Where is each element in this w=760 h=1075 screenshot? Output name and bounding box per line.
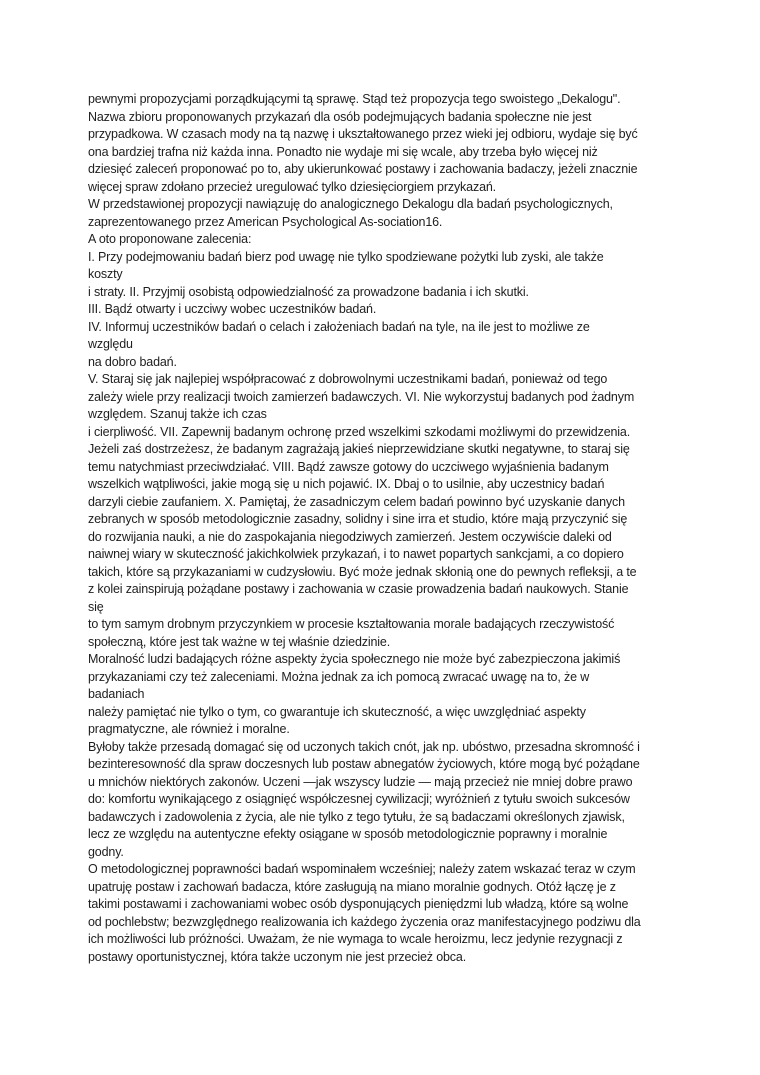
text-line: bezinteresowność dla spraw doczesnych lub postaw abnegatów życiowych, które mogą być pożądane — [88, 757, 640, 771]
text-line: ich możliwości lub próżności. Uważam, że nie wymaga to wcale heroizmu, lecz jedynie rezygnacji z — [88, 932, 623, 946]
text-line: na dobro badań. — [88, 354, 177, 369]
text-line: darzyli ciebie zaufaniem. X. Pamiętaj, że zasadniczym celem badań powinno być uzyskanie danych — [88, 494, 625, 509]
text-line: pewnymi propozycjami porządkującymi tą sprawę. Stąd też propozycja tego swoistego „Dekalogu". — [88, 92, 621, 106]
text-line: Moralność ludzi badających różne aspekty życia społecznego nie może być zabezpieczona jakimiś — [88, 652, 621, 666]
text-line: I. Przy podejmowaniu badań bierz pod uwagę nie tylko spodziewane pożytki lub zyski, ale także — [88, 249, 604, 264]
text-line: to tym samym drobnym przyczynkiem w procesie kształtowania morale badających rzeczywistość — [88, 617, 615, 631]
text-line: III. Bądź otwarty i uczciwy wobec uczestników badań. — [88, 302, 377, 316]
text-line: do: komfortu wynikającego z osiągnięć współczesnej cywilizacji; wyróżnień z tytułu swoich sukcesów — [88, 792, 630, 806]
text-line: względu — [88, 337, 133, 351]
text-line: temu natychmiast przeciwdziałać. VIII. Bądź zawsze gotowy do uczciwego wyjaśnienia badanym — [88, 459, 609, 474]
text-line: W przedstawionej propozycji nawiązuję do analogicznego Dekalogu dla badań psychologicznych, — [88, 197, 613, 211]
text-line: lecz ze względu na autentyczne efekty osiągane w sposób metodologicznie poprawny i moralnie — [88, 827, 608, 841]
text-line: się — [88, 599, 104, 614]
text-line: do rozwijania nauki, a nie do zaspokajania niegodziwych zamierzeń. Jestem oczywiście daleki od — [88, 529, 612, 544]
text-line: względem. Szanuj także ich czas — [88, 407, 267, 421]
text-line: godny. — [88, 844, 124, 859]
text-line: takich, które są przykazaniami w cudzysłowiu. Być może jednak skłonią one do pewnych refleksji, a te — [88, 564, 637, 579]
text-line: postawy oportunistycznej, która także uczonym nie jest przecież obca. — [88, 949, 467, 964]
text-line: od pochlebstw; bezwzględnego realizowania ich każdego życzenia oraz manifestacyjnego podziwu dla — [88, 914, 641, 929]
text-line: należy pamiętać nie tylko o tym, co gwarantuje ich skuteczność, a więc uwzględniać aspekty — [88, 704, 586, 719]
text-line: z kolei zainspirują pożądane postawy i zachowania w czasie prowadzenia badań naukowych. Stanie — [88, 582, 629, 596]
text-line: zebranych w sposób metodologicznie zasadny, solidny i sine irra et studio, które mają przyczynić się — [88, 512, 628, 526]
text-line: IV. Informuj uczestników badań o celach i założeniach badań na tyle, na ile jest to możliwe ze — [88, 319, 590, 334]
text-line: upatruję postaw i zachowań badacza, które zasługują na miano moralnie godnych. Otóż łączę je z — [88, 879, 616, 894]
text-line: społeczną, które jest tak ważne w tej właśnie dziedzinie. — [88, 634, 391, 649]
text-line: Byłoby także przesadą domagać się od uczonych takich cnót, jak np. ubóstwo, przesadna skromność i — [88, 739, 640, 754]
text-line: dziesięć zaleceń proponować po to, aby ukierunkować postawy i zachowania badaczy, jeżeli znacznie — [88, 162, 638, 176]
text-line: zależy wiele przy realizacji twoich zamierzeń badawczych. VI. Nie wykorzystuj badanych pod żadnym — [88, 389, 635, 404]
text-line: V. Staraj się jak najlepiej współpracować z dobrowolnymi uczestnikami badań, ponieważ od tego — [88, 372, 608, 386]
text-line: badawczych i zadowolenia z życia, ale nie tylko z tego tytułu, że są badaczami określonych zjawisk, — [88, 809, 625, 824]
text-line: i cierpliwość. VII. Zapewnij badanym ochronę przed wszelkimi szkodami możliwymi do przewidzenia. — [88, 424, 631, 439]
text-line: i straty. II. Przyjmij osobistą odpowiedzialność za prowadzone badania i ich skutki. — [88, 284, 529, 299]
text-line: takimi postawami i zachowaniami wobec osób dysponujących pieniędzmi lub władzą, które są wolne — [88, 897, 629, 911]
text-line: u mnichów niektórych zakonów. Uczeni —jak wszyscy ludzie — mają przecież nie mniej dobre prawo — [88, 774, 633, 789]
text-line: O metodologicznej poprawności badań wspominałem wcześniej; należy zatem wskazać teraz w czym — [88, 862, 636, 876]
text-line: badaniach — [88, 687, 145, 701]
text-line: pragmatyczne, ale również i moralne. — [88, 722, 290, 736]
text-line: Jeżeli zaś dostrzeżesz, że badanym zagrażają jakieś nieprzewidziane skutki negatywne, to staraj się — [88, 442, 630, 456]
text-line: koszty — [88, 267, 123, 281]
text-line: przykazaniami czy też zaleceniami. Można jednak za ich pomocą zwracać uwagę na to, że w — [88, 669, 590, 684]
page-text-block — [88, 91, 676, 966]
text-line: naiwnej wiary w skuteczność jakichkolwiek przykazań, i to nawet popartych sankcjami, a co dopiero — [88, 547, 624, 561]
text-line: Nazwa zbioru proponowanych przykazań dla osób podejmujących badania społeczne nie jest — [88, 109, 592, 124]
text-line: wszelkich wątpliwości, jakie mogą się u nich pojawić. IX. Dbaj o to usilnie, aby uczestnicy badań — [88, 477, 605, 491]
text-line: więcej spraw zdołano przecież uregulować tylko dziesięciorgiem przykazań. — [88, 179, 496, 194]
text-line: zaprezentowanego przez American Psychological As-sociation16. — [88, 214, 443, 229]
text-line: przypadkowa. W czasach mody na tą nazwę i ukształtowanego przez wieki jej odbioru, wydaje się być — [88, 127, 638, 141]
text-line: ona bardziej trafna niż każda inna. Ponadto nie wydaje mi się wcale, aby trzeba było więcej niż — [88, 144, 598, 159]
text-line: A oto proponowane zalecenia: — [88, 232, 252, 246]
